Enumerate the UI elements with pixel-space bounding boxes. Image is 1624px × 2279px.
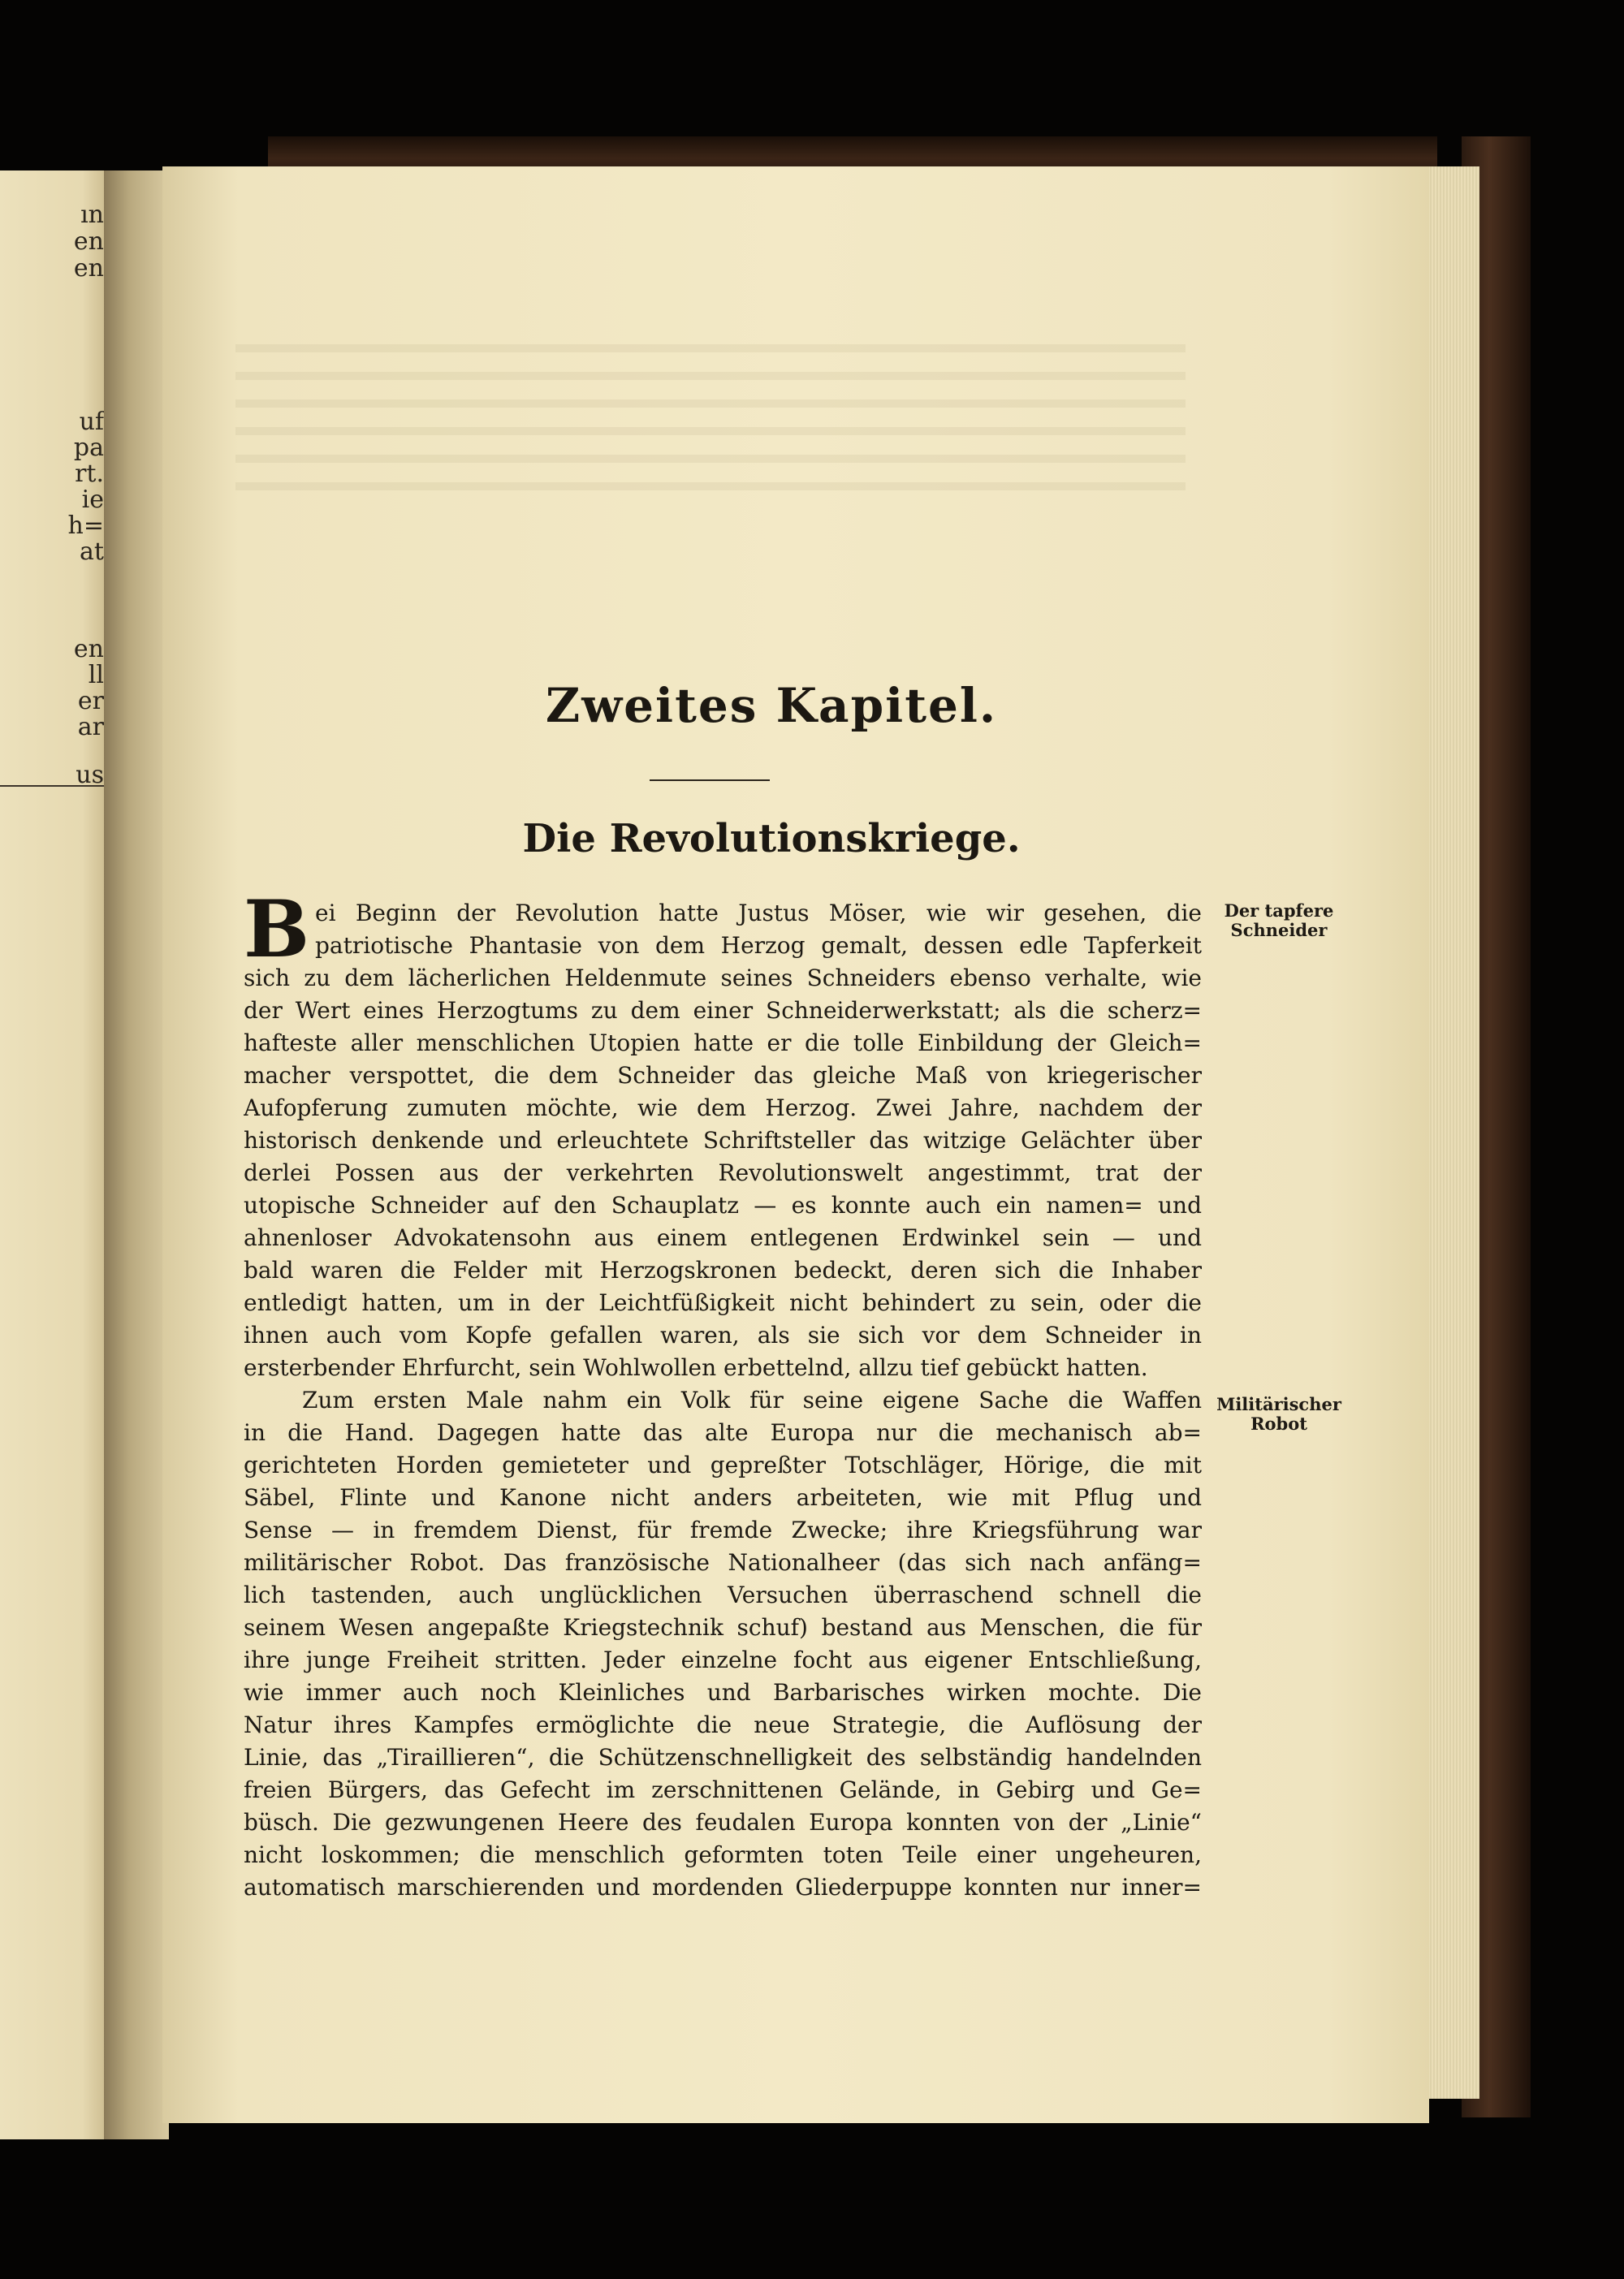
- text-line: wie immer auch noch Kleinliches und Barbarisches wirken mochte. Die: [244, 1679, 1202, 1706]
- chapter-title: Zweites Kapitel.: [545, 678, 998, 733]
- show-through-text: [235, 325, 1186, 536]
- left-page-fragment: ie: [81, 486, 104, 514]
- text-line: ahnenloser Advokatensohn aus einem entlegenen Erdwinkel sein — und: [244, 1224, 1202, 1251]
- left-page: [0, 170, 110, 2139]
- heading-rule: [650, 779, 770, 781]
- text-line: ihnen auch vom Kopfe gefallen waren, als sie sich vor dem Schneider in: [244, 1322, 1202, 1349]
- text-line: entledigt hatten, um in der Leichtfüßigkeit nicht behindert zu sein, oder die: [244, 1289, 1202, 1316]
- text-line: militärischer Robot. Das französische Nationalheer (das sich nach anfäng=: [244, 1549, 1202, 1576]
- text-line: hafteste aller menschlichen Utopien hatte er die tolle Einbildung der Gleich=: [244, 1029, 1202, 1056]
- margin-note: Der tapfere Schneider: [1224, 900, 1334, 940]
- text-line: utopische Schneider auf den Schauplatz — es konnte auch ein namen= und: [244, 1192, 1202, 1219]
- chapter-heading: [0, 678, 1624, 733]
- left-page-fragment: ın: [80, 201, 104, 229]
- left-page-fragment: ar: [77, 713, 104, 741]
- left-page-fragment: er: [77, 687, 104, 715]
- text-line: bald waren die Felder mit Herzogskronen bedeckt, deren sich die Inhaber: [244, 1257, 1202, 1284]
- drop-cap: B: [244, 883, 310, 975]
- section-heading: [0, 816, 1624, 861]
- text-line: sich zu dem lächerlichen Heldenmute seines Schneiders ebenso verhalte, wie: [244, 965, 1202, 991]
- text-line: historisch denkende und erleuchtete Schriftsteller das witzige Gelächter über: [244, 1127, 1202, 1154]
- text-line: ersterbender Ehrfurcht, sein Wohlwollen erbettelnd, allzu tief gebückt hatten.: [244, 1354, 1148, 1381]
- text-line: Zum ersten Male nahm ein Volk für seine eigene Sache die Waffen: [302, 1387, 1202, 1414]
- text-line: Aufopferung zumuten möchte, wie dem Herzog. Zwei Jahre, nachdem der: [244, 1094, 1202, 1121]
- left-page-fragment: en: [73, 254, 104, 283]
- text-line: ei Beginn der Revolution hatte Justus Möser, wie wir gesehen, die: [315, 900, 1202, 926]
- text-line: freien Bürgers, das Gefecht im zerschnittenen Gelände, in Gebirg und Ge=: [244, 1776, 1202, 1803]
- section-title: Die Revolutionskriege.: [522, 816, 1021, 861]
- left-page-fragment: at: [80, 537, 104, 566]
- text-line: büsch. Die gezwungenen Heere des feudalen Europa konnten von der „Linie“: [244, 1809, 1202, 1836]
- text-line: in die Hand. Dagegen hatte das alte Europa nur die mechanisch ab=: [244, 1419, 1202, 1446]
- text-line: Säbel, Flinte und Kanone nicht anders arbeiteten, wie mit Pflug und: [244, 1484, 1202, 1511]
- text-line: macher verspottet, die dem Schneider das gleiche Maß von kriegerischer: [244, 1062, 1202, 1089]
- text-line: der Wert eines Herzogtums zu dem einer Schneiderwerkstatt; als die scherz=: [244, 997, 1202, 1024]
- text-line: Sense — in fremdem Dienst, für fremde Zwecke; ihre Kriegsführung war: [244, 1517, 1202, 1543]
- left-page-fragment: uf: [79, 408, 104, 436]
- text-line: gerichteten Horden gemieteter und gepreßter Totschläger, Hörige, die mit: [244, 1452, 1202, 1478]
- text-line: automatisch marschierenden und mordenden Gliederpuppe konnten nur inner=: [244, 1874, 1202, 1901]
- book-gutter: [104, 170, 169, 2139]
- left-page-fragment: en: [73, 635, 104, 663]
- left-page-fragment: ll: [88, 661, 104, 689]
- page-edges: [1423, 166, 1479, 2099]
- left-page-fragment: pa: [73, 434, 104, 462]
- body-text: [244, 883, 1202, 1904]
- left-page-fragment: rt.: [75, 460, 104, 488]
- text-line: seinem Wesen angepaßte Kriegstechnik schuf) bestand aus Menschen, die für: [244, 1614, 1202, 1641]
- text-line: lich tastenden, auch unglücklichen Versuchen überraschend schnell die: [244, 1582, 1202, 1608]
- text-line: nicht loskommen; die menschlich geformten toten Teile einer ungeheuren,: [244, 1841, 1202, 1868]
- margin-note: Militärischer Robot: [1216, 1394, 1341, 1434]
- left-page-fragment: us: [76, 761, 104, 789]
- text-line: Natur ihres Kampfes ermöglichte die neue Strategie, die Auflösung der: [244, 1711, 1202, 1738]
- text-line: patriotische Phantasie von dem Herzog gemalt, dessen edle Tapferkeit: [315, 932, 1202, 959]
- text-line: ihre junge Freiheit stritten. Jeder einzelne focht aus eigener Entschließung,: [244, 1647, 1202, 1673]
- text-line: Linie, das „Tiraillieren“, die Schützenschnelligkeit des selbständig handelnden: [244, 1744, 1202, 1771]
- left-page-fragment: h=: [67, 511, 104, 540]
- text-line: derlei Possen aus der verkehrten Revolutionswelt angestimmt, trat der: [244, 1159, 1202, 1186]
- left-page-fragment: en: [73, 227, 104, 256]
